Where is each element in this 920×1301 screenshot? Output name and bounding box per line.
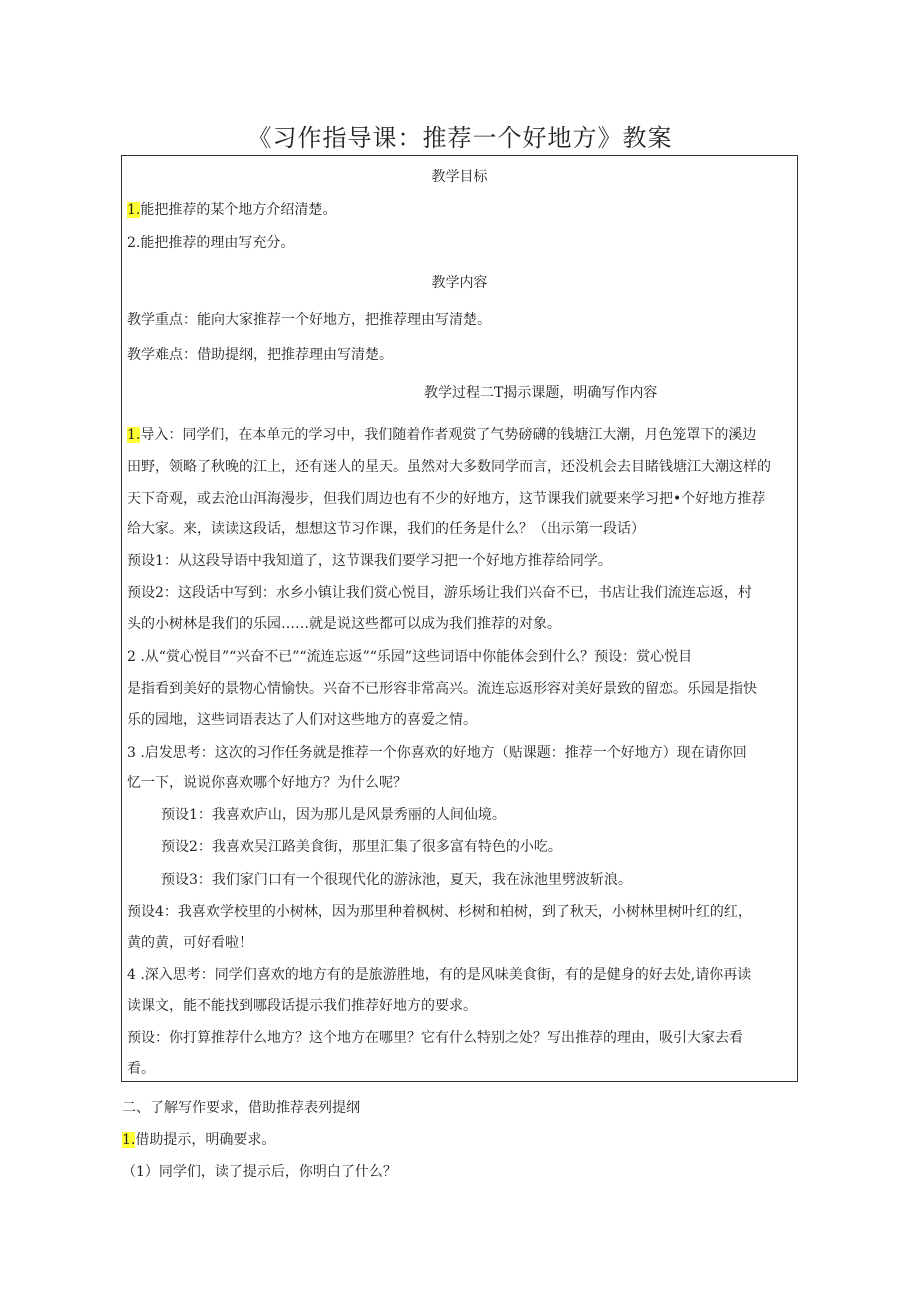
intro-number: 1.: [127, 427, 141, 443]
process-heading: 教学过程二T揭示课题，明确写作内容: [424, 385, 658, 401]
goal-item-1-text: 能把推荐的某个地方介绍清楚。: [140, 202, 337, 218]
step-4-line-1: 4 .深入思考：同学们喜欢的地方有的是旅游胜地，有的是风味美食街，有的是健身的好去处,请你再读: [127, 967, 752, 983]
intro-line-4: 给大家。来，读读这段话，想想这节习作课，我们的任务是什么？（出示第一段话）: [127, 521, 645, 537]
goal-item-1-number: 1.: [127, 202, 141, 218]
content-heading: 教学内容: [431, 275, 488, 291]
step-2-line-3: 乐的园地，这些词语表达了人们对这些地方的喜爱之情。: [127, 712, 477, 728]
section-2-item-1: [122, 1130, 275, 1150]
page-title: 《习作指导课：推荐一个好地方》教案: [247, 124, 673, 152]
step-3-line-1: 3 .启发思考：这次的习作任务就是推荐一个你喜欢的好地方（贴课题：推荐一个好地方）现在请你回: [127, 745, 747, 761]
preset-2-line-2: 头的小树林是我们的乐园……就是说这些都可以成为我们推荐的对象。: [127, 616, 561, 632]
goal-item-2: 2.能把推荐的理由写充分。: [127, 235, 295, 251]
preset-2-line-1: 预设2：这段话中写到：水乡小镇让我们赏心悦目，游乐场让我们兴奋不已，书店让我们流连忘返，村: [127, 585, 752, 601]
step-4-preset-line-2: 看。: [127, 1061, 155, 1077]
step-3-preset-4-line-2: 黄的黄，可好看啦！: [127, 935, 253, 951]
section-2-sub-1: （1）同学们，读了提示后，你明白了什么？: [122, 1164, 397, 1180]
section-2-heading: 二、了解写作要求，借助推荐表列提纲: [122, 1100, 360, 1116]
step-3-preset-1: 预设1：我喜欢庐山，因为那儿是风景秀丽的人间仙境。: [161, 807, 506, 823]
intro-line-2: 田野，领略了秋晚的江上，还有迷人的星天。虽然对大多数同学而言，还没机会去目睹钱塘江大潮这样的: [127, 459, 771, 475]
intro-line-1: [127, 425, 756, 445]
key-point: 教学重点：能向大家推荐一个好地方，把推荐理由写清楚。: [127, 312, 491, 328]
step-2-line-1: 2 .从“赏心悦目”“兴奋不已”“流连忘返”“乐园”这些词语中你能体会到什么？预设：赏心悦目: [127, 649, 693, 665]
step-2-line-2: 是指看到美好的景物心情愉快。兴奋不已形容非常高兴。流连忘返形容对美好景致的留恋。乐园是指快: [127, 681, 757, 697]
goals-heading: 教学目标: [431, 169, 488, 185]
intro-text: 导入：同学们，在本单元的学习中，我们随着作者观赏了气势磅礴的钱塘江大潮，月色笼罩下的溪边: [140, 427, 757, 443]
step-3-preset-4-line-1: 预设4：我喜欢学校里的小树林，因为那里种着枫树、杉树和柏树，到了秋天，小树林里树叶红的红，: [127, 904, 752, 920]
preset-1: 预设1：从这段导语中我知道了，这节课我们要学习把一个好地方推荐给同学。: [127, 553, 612, 569]
step-3-preset-3: 预设3：我们家门口有一个很现代化的游泳池，夏天，我在泳池里劈波斩浪。: [161, 872, 632, 888]
intro-line-3: 天下奇观，或去沧山洱海漫步，但我们周边也有不少的好地方，这节课我们就要来学习把•个好地方推荐: [127, 491, 766, 507]
step-4-preset-line-1: 预设：你打算推荐什么地方？这个地方在哪里？它有什么特别之处？写出推荐的理由，吸引大家去看: [127, 1030, 743, 1046]
step-3-line-2: 忆一下，说说你喜欢哪个好地方？为什么呢？: [127, 775, 407, 791]
section-2-item-1-text: 借助提示，明确要求。: [135, 1132, 276, 1148]
step-4-line-2: 读课文，能不能找到哪段话提示我们推荐好地方的要求。: [127, 998, 477, 1014]
step-3-preset-2: 预设2：我喜欢吴江路美食街，那里汇集了很多富有特色的小吃。: [161, 839, 562, 855]
section-2-item-1-number: 1.: [122, 1132, 136, 1148]
difficulty-point: 教学难点：借助提纲，把推荐理由写清楚。: [127, 347, 393, 363]
goal-item-1: [127, 200, 336, 220]
